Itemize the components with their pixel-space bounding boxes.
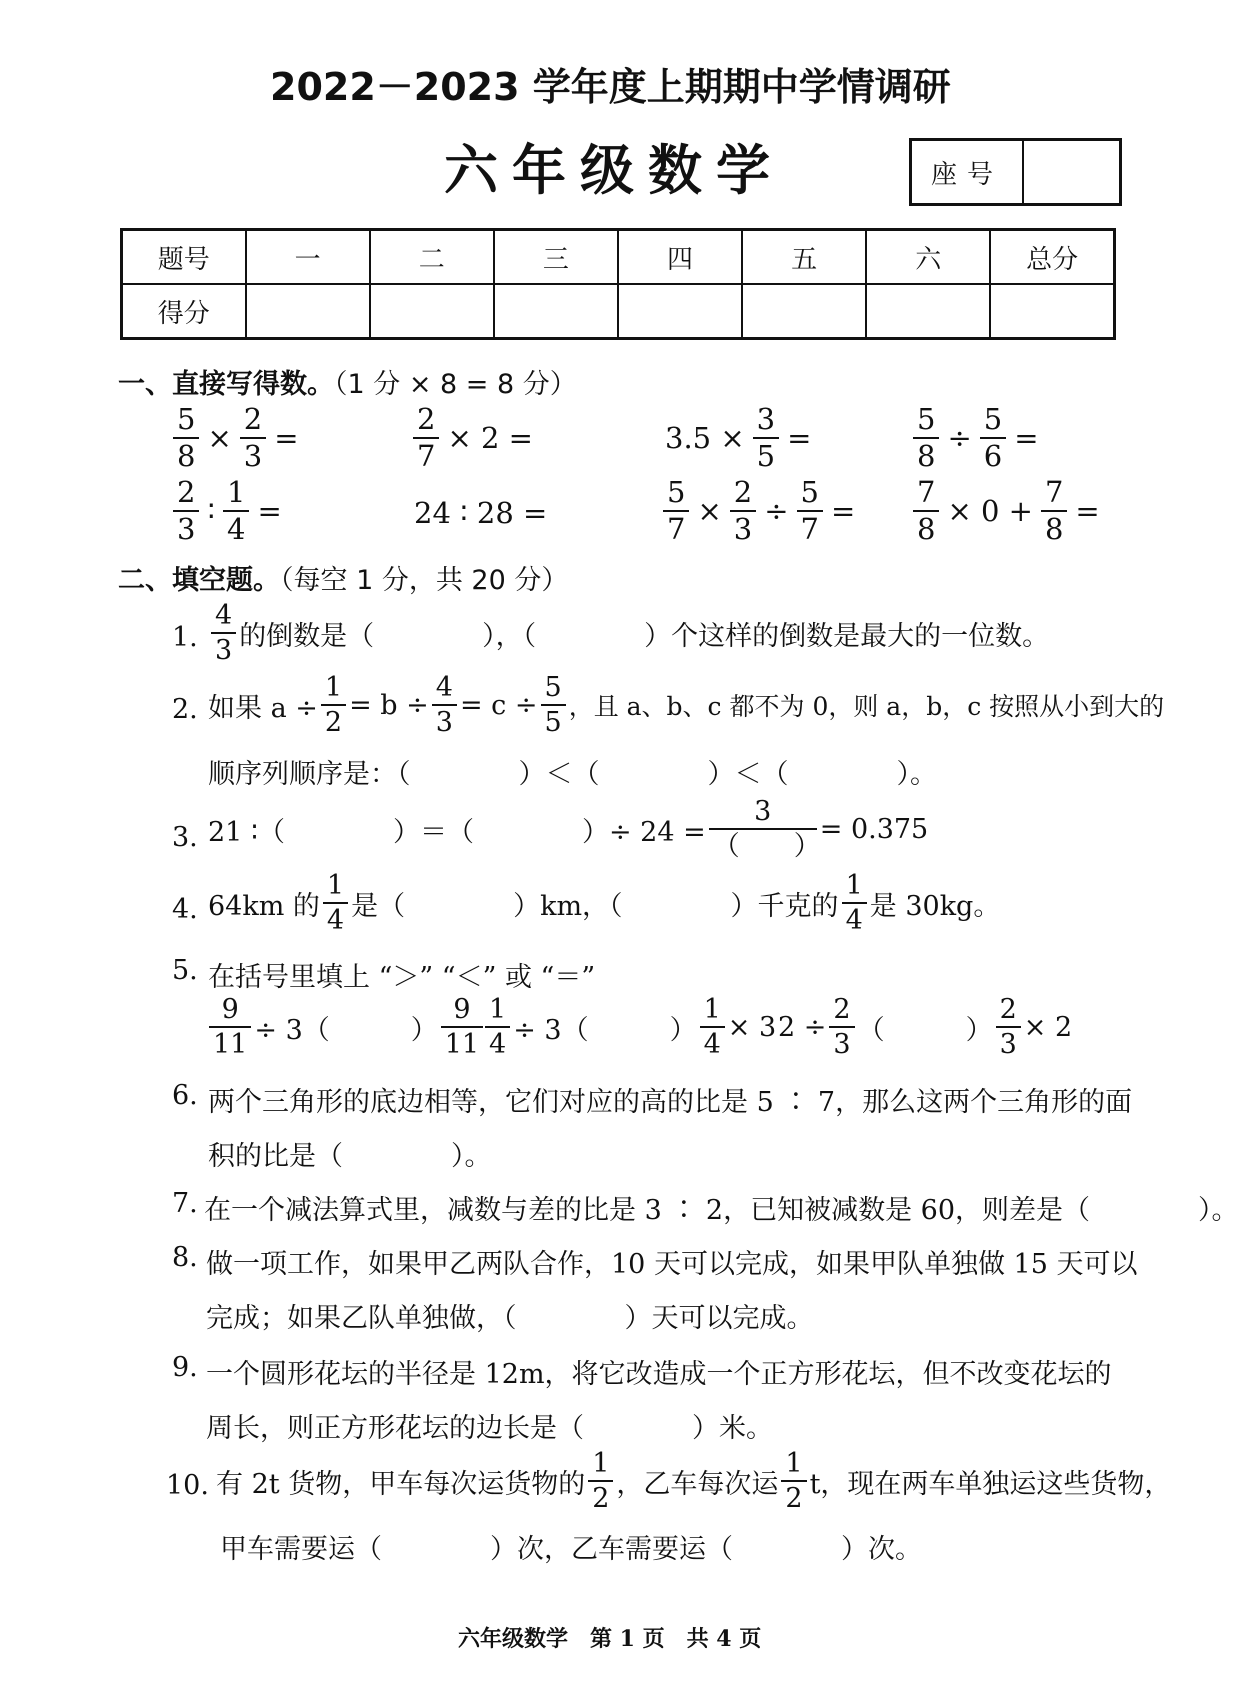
question-9: 一个圆形花坛的半径是 12m，将它改造成一个正方形花坛，但不改变花坛的 [206,1359,1112,1390]
fraction: 9 11 [441,996,483,1058]
section-2-title: 二、填空题。 [118,565,280,596]
question-number: 6. [172,1080,198,1111]
fraction: $\frac{5}{8}$ [913,405,939,471]
score-cell[interactable] [618,284,742,339]
question-number: 4. [172,894,198,925]
fraction: 4 3 [211,602,236,664]
fraction: $\frac{2}{3}$ [730,478,756,544]
fraction: $\frac{4}{3}$ [432,674,457,736]
score-header-cell: 题号 [122,230,246,285]
question-5-compare-2: $\frac{1}{4}$ ÷ 3（ ） $\frac{1}{4}$ × 3 [482,996,776,1058]
score-header-cell: 六 [866,230,990,285]
fraction: 1 4 [323,872,348,934]
calc-7: $\frac{5}{7}$ × $\frac{2}{3}$ ÷ $\frac{5}{7}$ = [660,478,860,544]
score-table [120,228,1116,340]
question-6: 两个三角形的底边相等，它们对应的高的比是 5 ∶ 7，那么这两个三角形的面 [208,1087,1133,1118]
question-number: 2. [172,694,198,725]
question-7: 在一个减法算式里，减数与差的比是 3 ∶ 2，已知被减数是 60，则差是（ ）。 [204,1195,1239,1226]
calc-5: 2 3 ∶ $\frac{1}{4}$ = [170,478,287,544]
fraction: $\frac{2}{7}$ [413,405,439,471]
question-8-line2: 完成；如果乙队单独做，（ ）天可以完成。 [206,1303,814,1334]
fraction: $\frac{5}{6}$ [980,405,1006,471]
question-8: 做一项工作，如果甲乙两队合作，10 天可以完成，如果甲队单独做 15 天可以 [206,1249,1138,1280]
score-cell[interactable] [370,284,494,339]
fraction: 1 4 [842,872,867,934]
calc-2: $\frac{2}{7}$ × 2 = [410,405,538,471]
score-header-cell: 五 [742,230,866,285]
question-4: 64km 的 1 4 是（ ）km，（ ）千克的 1 4 是 30kg。 [208,870,1001,936]
fraction: $\frac{1}{2}$ [321,674,346,736]
fraction: 1 2 [781,1450,806,1512]
page-footer: 六年级数学 第 1 页 共 4 页 [458,1626,762,1652]
seat-input[interactable] [1024,141,1119,203]
calc-4: $\frac{5}{8}$ ÷ $\frac{5}{6}$ = [910,405,1044,471]
question-5-compare-3: 2 ÷ $\frac{2}{3}$ （ ） $\frac{2}{3}$ × 2 [778,994,1073,1060]
fraction: $\frac{7}{8}$ [1041,478,1067,544]
question-1: 4 3 的倒数是（ ），（ ）个这样的倒数是最大的一位数。 [208,602,1049,664]
section-1-points: （1 分 × 8 = 8 分） [334,369,577,400]
score-header-cell: 一 [246,230,370,285]
exam-title: 2022－2023 学年度上期期中学情调研 [270,65,951,109]
score-value-row [122,284,1115,339]
question-5: 在括号里填上 “＞” “＜” 或 “＝” [208,962,596,993]
fraction: $\frac{2}{3}$ [829,996,854,1058]
section-1-heading [118,362,577,401]
fraction: $\frac{7}{8}$ [913,478,939,544]
question-10: 有 2t 货物，甲车每次运货物的 1 2 ，乙车每次运 1 2 t，现在两车单独运这些货物， [216,1448,1172,1514]
score-header-row [122,230,1115,285]
fraction: $\frac{3}{5}$ [753,405,779,471]
fraction: $\frac{1}{4}$ [223,478,249,544]
fraction: $\frac{1}{4}$ [485,996,510,1058]
question-number: 3. [172,822,198,853]
score-cell[interactable] [866,284,990,339]
question-2: 如果 a ÷ $\frac{1}{2}$ = b ÷ $\frac{4}{3}$ = c ÷ $\frac{5}{5}$ ，且 a、b、c 都不为 0，则 a，b，c 按照从小到大的 [208,672,1165,738]
fraction: $\frac{9}{11}$ [209,996,251,1058]
question-number: 10. [166,1470,209,1501]
seat-label: 座号 [912,141,1024,203]
exam-subtitle: 六年级数学 [444,138,784,202]
score-cell[interactable] [246,284,370,339]
fraction: $\frac{5}{5}$ [541,674,566,736]
score-row-label: 得分 [122,284,246,339]
fraction: 1 2 [588,1450,613,1512]
section-2-heading [118,558,568,597]
fraction: $\frac{5}{8}$ [173,405,199,471]
score-cell[interactable] [494,284,618,339]
question-6-line2: 积的比是（ ）。 [208,1141,492,1172]
calc-3: 3.5 × $\frac{3}{5}$ = [665,402,812,473]
fraction: $\frac{5}{7}$ [663,478,689,544]
score-header-cell: 三 [494,230,618,285]
question-number: 5. [172,955,198,986]
fraction: $\frac{2}{3}$ [240,405,266,471]
question-number: 8. [172,1242,198,1273]
score-header-cell: 总分 [990,230,1114,285]
calc-6: 24 ∶ 28 = [414,496,548,530]
section-2-points: （每空 1 分，共 20 分） [280,565,569,596]
question-2-line2: 顺序列顺序是：（ ）＜（ ）＜（ ）。 [208,759,937,790]
question-number: 9. [172,1352,198,1383]
question-9-line2: 周长，则正方形花坛的边长是（ ）米。 [206,1413,773,1444]
calc-1: $\frac{5}{8}$ × $\frac{2}{3}$ = [170,405,304,471]
fraction: 3 （ ） [709,798,817,860]
score-cell[interactable] [990,284,1114,339]
seat-number-box [909,138,1122,206]
question-3: 21 ∶（ ）＝（ ）÷ 24 = 3 （ ） = 0.375 [208,796,929,862]
fraction: 2 3 [173,478,199,544]
fraction: $\frac{1}{4}$ [700,996,725,1058]
score-header-cell: 二 [370,230,494,285]
question-5-compare-1: $\frac{9}{11}$ ÷ 3（ ） 9 11 [206,996,486,1058]
question-number: 1. [172,622,198,653]
section-1-title: 一、直接写得数。 [118,369,334,400]
fraction: $\frac{2}{3}$ [996,996,1021,1058]
score-cell[interactable] [742,284,866,339]
question-10-line2: 甲车需要运（ ）次，乙车需要运（ ）次。 [220,1534,922,1565]
calc-8: $\frac{7}{8}$ × 0 + $\frac{7}{8}$ = [910,478,1105,544]
score-header-cell: 四 [618,230,742,285]
fraction: $\frac{5}{7}$ [797,478,823,544]
question-number: 7. [172,1188,198,1219]
